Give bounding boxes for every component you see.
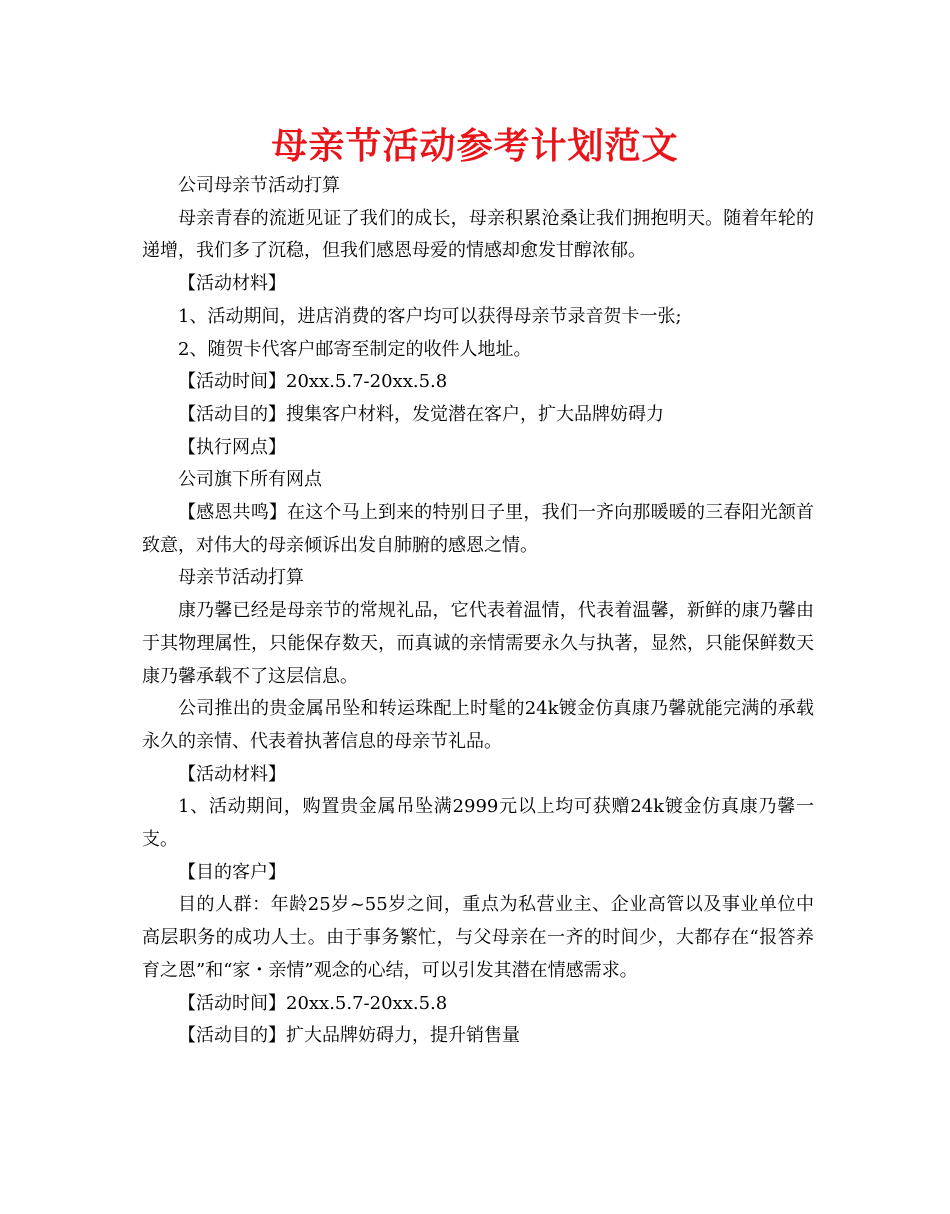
paragraph-gratitude: 【感恩共鸣】在这个马上到来的特别日子里，我们一齐向那暖暖的三春阳光颔首致意，对伟大的母亲倾诉出发自肺腑的感恩之情。: [142, 502, 814, 556]
paragraph-activity-time: 【活动时间】20xx.5.7-20xx.5.8: [178, 371, 448, 393]
paragraph-outlets-heading: 【执行网点】: [178, 436, 286, 458]
paragraph-target-audience: 目的人群：年龄25岁~55岁之间，重点为私营业主、企业高管以及事业单位中高层职务的成功人士。由于事务繁忙，与父母亲在一齐的时间少，大都存在“报答养育之恩”和“家・亲情”观念的心结，可以引发其潜在情感需求。: [142, 894, 814, 981]
paragraph-material-item-1: 1、活动期间，进店消费的客户均可以获得母亲节录音贺卡一张;: [178, 305, 682, 327]
paragraph-activity-goal: 【活动目的】搜集客户材料，发觉潜在客户，扩大品牌妨碍力: [178, 403, 664, 425]
paragraph-carnation: 康乃馨已经是母亲节的常规礼品，它代表着温情，代表着温馨，新鲜的康乃馨由于其物理属性，只能保存数天，而真诚的亲情需要永久与执著，显然，只能保鲜数天康乃馨承载不了这层信息。: [142, 600, 814, 687]
paragraph-material-item-3: 1、活动期间，购置贵金属吊坠满2999元以上均可获赠24k镀金仿真康乃馨一支。: [142, 796, 814, 851]
paragraph-target-heading: 【目的客户】: [178, 861, 286, 883]
paragraph-intro: 母亲青春的流逝见证了我们的成长，母亲积累沧桑让我们拥抱明天。随着年轮的递增，我们多了沉稳，但我们感恩母爱的情感却愈发甘醇浓郁。: [142, 207, 814, 262]
paragraph-plan-heading-2: 母亲节活动打算: [178, 567, 304, 589]
document-body: [142, 170, 814, 1053]
paragraph-activity-time-2: 【活动时间】20xx.5.7-20xx.5.8: [178, 992, 448, 1014]
paragraph-materials-heading-2: 【活动材料】: [178, 763, 286, 785]
paragraph-outlets: 公司旗下所有网点: [178, 469, 322, 491]
paragraph-pendant: 公司推出的贵金属吊坠和转运珠配上时髦的24k镀金仿真康乃馨就能完满的承载永久的亲情、代表着执著信息的母亲节礼品。: [142, 698, 814, 752]
paragraph-material-item-2: 2、随贺卡代客户邮寄至制定的收件人地址。: [178, 338, 532, 360]
paragraph-materials-heading: 【活动材料】: [178, 273, 286, 295]
document-title: 母亲节活动参考计划范文: [271, 126, 679, 167]
paragraph-activity-goal-2: 【活动目的】扩大品牌妨碍力，提升销售量: [178, 1025, 520, 1047]
paragraph-company-plan-heading: 公司母亲节活动打算: [178, 175, 340, 196]
